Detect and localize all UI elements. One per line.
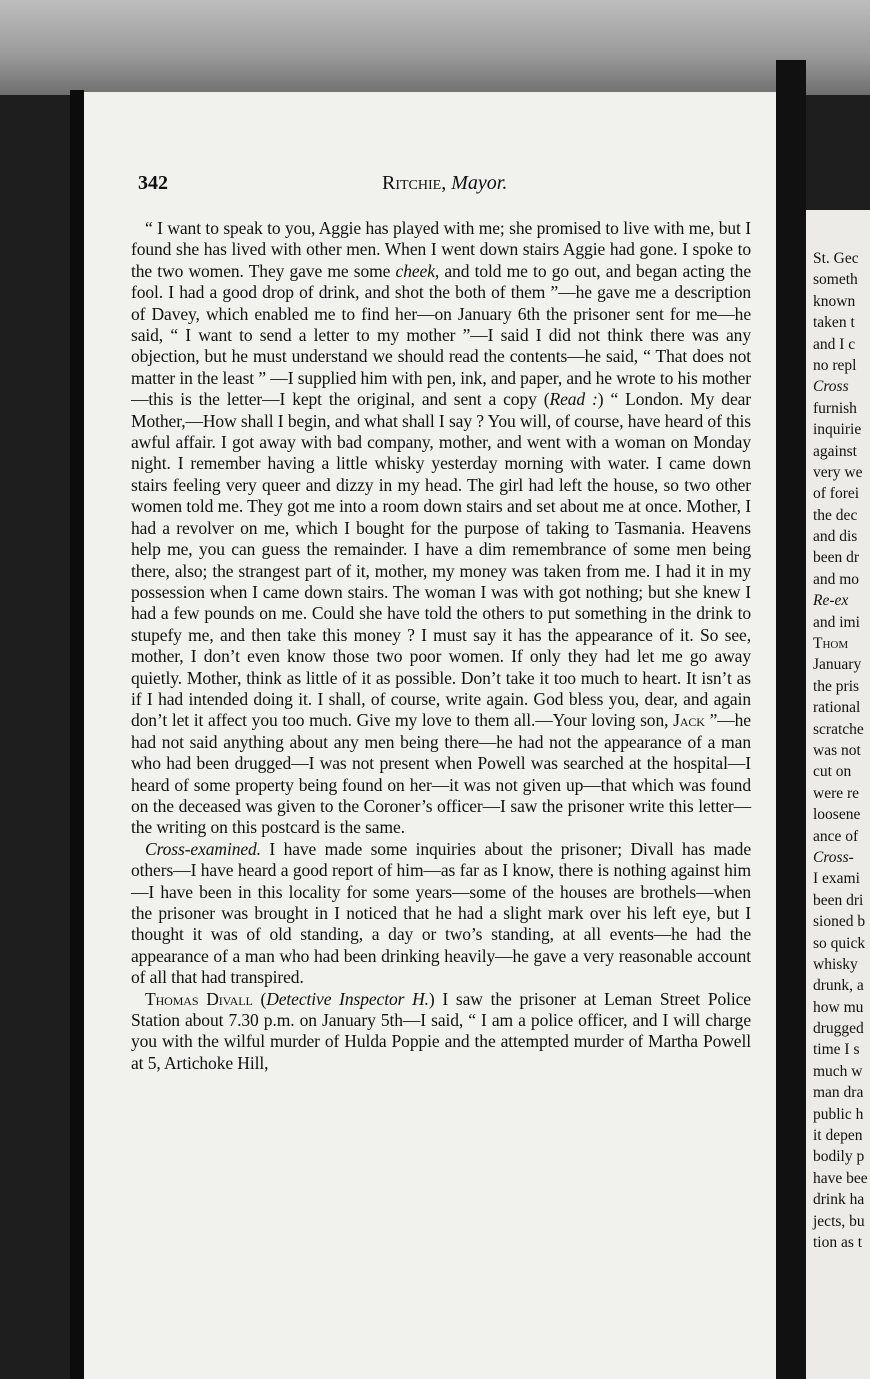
fragment-line: Re-ex bbox=[813, 592, 849, 610]
right-page-fragments bbox=[813, 248, 868, 1253]
italic-cheek: cheek bbox=[395, 260, 435, 281]
fragment-line: no repl bbox=[813, 356, 857, 374]
fragment-line: furnish bbox=[813, 399, 857, 417]
fragment-line: tion as t bbox=[813, 1233, 863, 1251]
fragment-line: St. Gec bbox=[813, 250, 859, 267]
fragment-line: been dr bbox=[813, 549, 860, 567]
cross-examined-label: Cross-examined. bbox=[145, 838, 261, 859]
fragment-line: man dra bbox=[813, 1084, 864, 1102]
fragment-line: scratche bbox=[813, 720, 864, 738]
fragment-line: known bbox=[813, 292, 856, 310]
fragment-line: time I s bbox=[813, 1041, 860, 1059]
text-segment: “ I want to speak to you, Aggie has played with me; she promised to live with me, but I found she has lived with other men. When I went down stairs Aggie had gone. I spoke to the two women. They gave me some bbox=[131, 218, 751, 281]
running-head-name: Ritchie, bbox=[382, 172, 447, 194]
fragment-line: bodily p bbox=[813, 1148, 865, 1166]
fragment-line: and dis bbox=[813, 528, 858, 546]
signature-jack: Jack bbox=[673, 710, 705, 731]
fragment-line: it depen bbox=[813, 1127, 863, 1145]
fragment-line: was not bbox=[813, 741, 861, 759]
fragment-line: someth bbox=[813, 271, 858, 289]
text-segment: ”—he had not said anything about any men being there—he had not the appearance of a man who had been drugged—I was not present when Powell was searched at the hospital—I heard of some property being found on her—it was not given up—that which was found on the deceased was given to the Coroner’s officer—I saw the prisoner write this letter— the writing on this postcard is the same. bbox=[131, 710, 751, 838]
fragment-line: drugged bbox=[813, 1020, 864, 1038]
fragment-line: the dec bbox=[813, 506, 858, 524]
paragraph-divall bbox=[131, 989, 751, 1075]
main-text-column bbox=[131, 218, 751, 1074]
witness-name: Thomas Divall bbox=[145, 988, 253, 1009]
fragment-line: whisky bbox=[813, 955, 858, 973]
punct: ) bbox=[428, 988, 435, 1009]
fragment-line: ance of bbox=[813, 827, 859, 845]
witness-role: Detective Inspector H. bbox=[266, 988, 429, 1009]
fragment-line: how mu bbox=[813, 998, 864, 1016]
fragment-line: have bee bbox=[813, 1169, 868, 1187]
fragment-line: much w bbox=[813, 1062, 863, 1080]
fragment-line: and imi bbox=[813, 613, 860, 631]
fragment-line: against bbox=[813, 442, 857, 460]
book-spine bbox=[70, 90, 84, 1379]
paragraph-testimony bbox=[131, 218, 751, 839]
fragment-line: public h bbox=[813, 1105, 864, 1123]
page-number: 342 bbox=[138, 172, 168, 194]
book-gutter bbox=[776, 60, 806, 1379]
fragment-line: drink ha bbox=[813, 1191, 865, 1209]
page-header bbox=[138, 172, 744, 204]
text-segment: I saw the prisoner at Leman Street Police Station about 7.30 p.m. on January 5th—I said, “ I am a police officer, and I will charge you with the wilful murder of Hulda Poppie and the attempted murder of Martha Powell at 5, Artichoke Hill, bbox=[131, 988, 751, 1073]
fragment-line: and mo bbox=[813, 570, 860, 588]
fragment-line: Thom bbox=[813, 635, 849, 653]
fragment-line: and I c bbox=[813, 335, 856, 353]
text-segment: , and told me to go out, and began acting the fool. I had a good drop of drink, and shot the both of them ”—he gave me a description of Davey, which enabled me to find her—on January 6th the prisoner sent for me—he said, “ I want to send a letter to my mother ”—I said I did not think there was any objection, but he must understand we should read the contents—he said, “ That does not matter in the least ” —I supplied him with pen, ink, and paper, and he wrote to his mother —this is the letter—I kept the original, and sent a copy ( bbox=[131, 260, 751, 410]
fragment-line: Cross bbox=[813, 378, 849, 396]
text-segment: I have made some inquiries about the prisoner; Divall has made others—I have heard a good report of him—as far as I know, there is nothing against him—I have been in this locality for some years—some of the houses are brothels—when the prisoner was brought in I noticed that he had a slight mark over his left eye, but I thought it was of old standing, a day or two’s standing, at all events—he had the appearance of a man who had been drinking heavily—he gave a very reasonable account of all that had transpired. bbox=[131, 838, 751, 988]
running-head bbox=[382, 172, 507, 195]
fragment-line: were re bbox=[813, 784, 860, 802]
running-head-title: Mayor. bbox=[451, 172, 508, 194]
text-segment: ) “ London. My dear Mother,—How shall I begin, and what shall I say ? You will, of course, have heard of this awful affair. I got away with bad company, mother, and went with a woman on Monday night. I remember having a little whisky yesterday morning with water. I came down stairs feeling very queer and dizzy in my head. The girl had left the house, so two other women told me. They got me into a room down stairs and set about me at once. Mother, I had a revolver on me, which I bought for the purpose of taking to Tasmania. Heavens help me, you can guess the remainder. I have a dim remembrance of some men being there, also; the strangest part of it, mother, my money was taken from me. I had it in my possession when I came down stairs. The woman I was with got nothing; but she knew I had a few pounds on me. Could she have told the others to put something in the drink to stupefy me, and then take this money ? I must say it has the appearance of it. So see, mother, I don’t even know those two poor women. If only they had let me go away quietly. Mother, think as little of it as possible. Don’t take it too much to heart. It isn’t as if I had intended doing it. I shall, of course, write again. God bless you, dear, and again don’t let it affect you too much. Give my love to them all.—Your loving son, bbox=[131, 389, 752, 731]
fragment-line: the pris bbox=[813, 677, 860, 695]
fragment-line: Cross- bbox=[813, 848, 854, 866]
fragment-line: jects, bu bbox=[813, 1212, 865, 1230]
fragment-line: January bbox=[813, 656, 862, 674]
paragraph-cross-examined bbox=[131, 839, 751, 989]
fragment-line: been dri bbox=[813, 891, 864, 909]
punct: ( bbox=[252, 988, 267, 1009]
fragment-line: so quick bbox=[813, 934, 866, 952]
italic-read: Read : bbox=[549, 389, 598, 410]
fragment-line: I exami bbox=[813, 870, 860, 888]
fragment-line: very we bbox=[813, 463, 863, 481]
fragment-line: of forei bbox=[813, 485, 860, 503]
scan-background-top bbox=[0, 0, 870, 95]
fragment-line: cut on bbox=[813, 763, 852, 781]
fragment-line: loosene bbox=[813, 806, 861, 824]
fragment-line: drunk, a bbox=[813, 977, 864, 995]
fragment-line: inquirie bbox=[813, 421, 862, 439]
fragment-line: sioned b bbox=[813, 913, 866, 931]
fragment-line: taken t bbox=[813, 314, 855, 332]
fragment-line: rational bbox=[813, 699, 861, 717]
